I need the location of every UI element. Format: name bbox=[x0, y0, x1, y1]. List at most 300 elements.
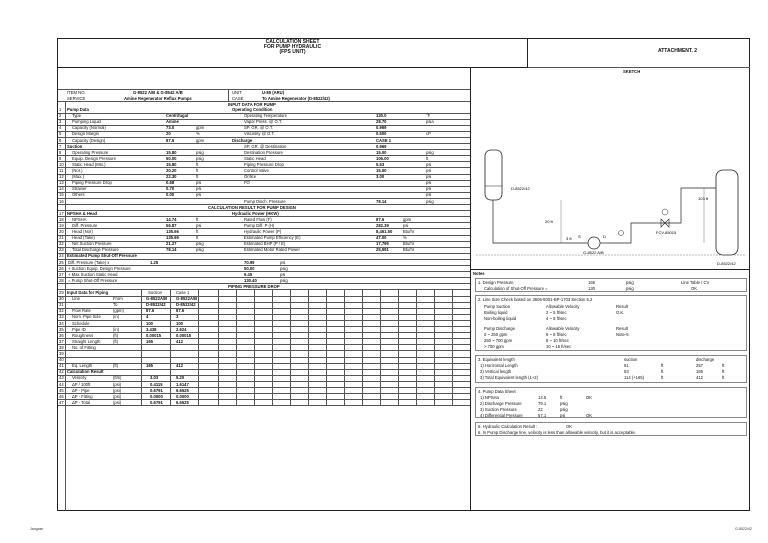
row-number: 34 bbox=[59, 320, 64, 326]
shutoff-title: Estimated Pump Shut-Off Pressure bbox=[67, 253, 137, 259]
operating-value: CASE 1 bbox=[376, 137, 392, 143]
suction-label: Static Head (Min.) bbox=[72, 161, 106, 167]
note-4-cell: OK bbox=[586, 395, 593, 400]
row-number: 46 bbox=[59, 393, 64, 399]
piping-suction: G-8522A/B bbox=[146, 296, 168, 302]
pump-data-title: Pump Data bbox=[67, 107, 89, 112]
note-2-head: Pump Discharge bbox=[484, 326, 515, 331]
note-box bbox=[475, 387, 747, 418]
discharge-unit: psi bbox=[426, 174, 432, 180]
note-3-cell: ft bbox=[722, 375, 725, 380]
piping-label: Schedule bbox=[72, 320, 90, 326]
note-6: 6. In Pump Discharge line, velocity is less than allowable velocity, but it is acceptable. bbox=[478, 430, 636, 435]
pump-data-label: Pumping Liquid bbox=[72, 119, 101, 125]
unit-label: UNIT bbox=[232, 90, 242, 95]
piping-unit: (gpm) bbox=[113, 308, 124, 314]
npsh-title: NPSHA & Head bbox=[67, 210, 98, 216]
power-unit: Btu/hr bbox=[403, 247, 415, 253]
shutoff-label: = Pump Shut-Off Pressure bbox=[68, 277, 118, 283]
row-number: 17 bbox=[59, 210, 64, 216]
sketch-area bbox=[470, 68, 750, 269]
pump-data-value: 73.0 bbox=[166, 125, 175, 131]
suction-unit: psi bbox=[196, 180, 202, 186]
shutoff-value: 9.40 bbox=[244, 271, 253, 277]
note-2-cell: 6 ~ 8 ft/sec bbox=[546, 332, 567, 337]
note-1b: Calculation of Shut-Off Pressure = bbox=[484, 286, 548, 291]
case-value: To Amine Regenerator (D-8522/42) bbox=[262, 96, 330, 101]
row-number: 38 bbox=[59, 344, 64, 350]
row-number: 40 bbox=[59, 357, 64, 363]
drum-right bbox=[716, 170, 738, 255]
row-number: 1 bbox=[59, 107, 62, 112]
discharge-label: SP. GR. @ Destination bbox=[244, 143, 287, 149]
npsh-unit: ft bbox=[196, 216, 199, 222]
discharge-label: Orifice bbox=[244, 174, 257, 180]
shutoff-value: 50.00 bbox=[244, 265, 255, 271]
note-4-cell: ft bbox=[560, 395, 563, 400]
header-line1: CALCULATION SHEET bbox=[265, 39, 320, 45]
note-1-box bbox=[475, 278, 747, 292]
row-number: 14 bbox=[59, 186, 64, 192]
piping-suction: 4 bbox=[146, 314, 149, 320]
discharge-value: 15.00 bbox=[376, 168, 387, 173]
piping-case1: 2.624 bbox=[176, 326, 187, 332]
operating-unit: °F bbox=[426, 113, 431, 119]
suction-unit: psig bbox=[196, 155, 204, 161]
power-label: Rated Flow (F) bbox=[244, 216, 272, 222]
shutoff-unit: psi bbox=[280, 271, 286, 277]
row-number: 39 bbox=[59, 351, 64, 356]
piping-case1: 87.6 bbox=[176, 308, 185, 314]
row-number: 4 bbox=[59, 125, 62, 131]
piping-suction: 165 bbox=[146, 363, 153, 369]
orifice-symbol bbox=[619, 231, 624, 236]
piping-suction: 3.438 bbox=[146, 326, 157, 332]
note-3-cell: 2) Vertical length bbox=[480, 369, 512, 374]
note-3-cell: 114 (+165) bbox=[624, 375, 645, 380]
discharge-value: 5.53 bbox=[376, 161, 385, 167]
npsh-value: 135.66 bbox=[166, 235, 179, 241]
sketch-h2: 3 ft bbox=[566, 236, 572, 241]
suction-label: Equip. Design Pressure bbox=[72, 155, 116, 161]
calc-case1: 6.6525 bbox=[176, 387, 189, 393]
piping-suction: D-8522/42 bbox=[146, 302, 166, 308]
note-4-cell: OK bbox=[586, 413, 593, 418]
discharge-unit: psi bbox=[426, 180, 432, 186]
power-label: Pump Diff. P (H) bbox=[244, 222, 275, 228]
suction-label: (Nor.) bbox=[72, 168, 83, 173]
discharge-unit: psig bbox=[426, 149, 434, 155]
discharge-unit: psi bbox=[426, 168, 432, 173]
operating-condition-title: Operating Condition bbox=[232, 107, 273, 112]
npsh-label: Net Suction Pressure bbox=[72, 241, 112, 247]
notes-area bbox=[470, 269, 750, 511]
row-number: 21 bbox=[59, 235, 64, 241]
power-title: Hydraulic Power (HKW) bbox=[232, 210, 279, 216]
row-number: 19 bbox=[59, 222, 64, 228]
piping-case1: 412 bbox=[176, 338, 183, 344]
shutoff-unit: psig bbox=[280, 265, 288, 271]
result-title: CALCULATION RESULT FOR PUMP DESIGN bbox=[208, 204, 296, 210]
npsh-label: Head (Nor) bbox=[72, 229, 93, 234]
npsh-value: 135.66 bbox=[166, 229, 179, 234]
pump-data-value: 20 bbox=[166, 131, 171, 137]
power-label: Estimated BHP (P / E) bbox=[244, 241, 286, 247]
suction-unit: ft bbox=[196, 174, 199, 180]
calc-case1: 6.6525 bbox=[176, 399, 189, 405]
power-unit: psi bbox=[403, 222, 409, 228]
note-1-ref: Line Table / CV bbox=[681, 280, 710, 285]
npsh-value: 78.14 bbox=[166, 247, 177, 253]
operating-label: Viscosity @ O.T. bbox=[244, 131, 275, 137]
note-2-cell: 10 ~ 15 ft/sec bbox=[546, 344, 572, 349]
note-5: 5. Hydraulic Calculation Result : bbox=[478, 424, 538, 429]
shutoff-value: 70.99 bbox=[244, 259, 255, 265]
row-number: 42 bbox=[59, 369, 64, 375]
operating-label: Operating Temperature bbox=[244, 113, 287, 119]
note-3-cell: ft bbox=[722, 369, 725, 374]
discharge-value: 106.00 bbox=[376, 155, 389, 161]
row-number: 27 bbox=[59, 271, 64, 277]
calc-case1: 5.20 bbox=[176, 375, 185, 381]
row-number: 26 bbox=[59, 265, 64, 271]
power-value: 87.6 bbox=[376, 216, 385, 222]
discharge-value: 3.00 bbox=[376, 174, 385, 180]
discharge-label: FO bbox=[244, 180, 250, 186]
npsh-label: Total Discharge Pressure bbox=[72, 247, 119, 253]
sketch-d: D bbox=[603, 234, 606, 239]
unit-value: U-85 (ARU) bbox=[262, 90, 285, 95]
calc-label: Velocity bbox=[72, 375, 87, 381]
piping-col-case1: Case 1 bbox=[176, 290, 190, 295]
suction-unit: psi bbox=[196, 186, 202, 192]
attachment-label: ATTACHMENT. 2 bbox=[658, 48, 697, 54]
npsh-value: 21.27 bbox=[166, 241, 177, 247]
note-2-head: Pump Suction bbox=[484, 304, 511, 309]
shutoff-unit: psig bbox=[280, 277, 288, 283]
header-line3: (FPS UNIT) bbox=[279, 49, 306, 55]
row-number: 36 bbox=[59, 332, 64, 338]
row-number: 8 bbox=[59, 149, 62, 155]
notes-title: Notes bbox=[473, 271, 485, 276]
note-2-head: Result bbox=[616, 326, 628, 331]
operating-unit: psia bbox=[426, 119, 434, 125]
suction-unit: ft bbox=[196, 168, 199, 173]
suction-value: 15.80 bbox=[166, 161, 177, 167]
row-number: 7 bbox=[59, 143, 62, 149]
note-4-cell: 57.1 bbox=[538, 413, 547, 418]
note-3-cell: 3) Total Equivalent length (1+2) bbox=[480, 375, 539, 380]
row-number: 25 bbox=[59, 259, 64, 265]
calc-unit: (psi) bbox=[113, 381, 122, 387]
piping-unit: (ft) bbox=[113, 363, 119, 369]
discharge-unit: psi bbox=[426, 192, 432, 198]
row-number: 9 bbox=[59, 155, 62, 161]
shutoff-value: 130.40 bbox=[244, 277, 257, 283]
note-4-cell: psig bbox=[560, 407, 568, 412]
piping-unit: (ft) bbox=[113, 338, 119, 344]
row-number: 23 bbox=[59, 247, 64, 253]
pump-data-label: Design Margin bbox=[72, 131, 99, 137]
row-number: 20 bbox=[59, 229, 64, 234]
npsh-unit: psi bbox=[196, 222, 202, 228]
calc-suction: 3.03 bbox=[150, 375, 159, 381]
note-3-cell: 155 bbox=[696, 369, 703, 374]
pump-data-unit: gpm bbox=[196, 137, 205, 143]
pump-data-value: 87.6 bbox=[166, 137, 175, 143]
pump-symbol bbox=[588, 237, 600, 249]
sketch-drum2: D-8522/42 bbox=[717, 261, 736, 266]
piping-suction: 100 bbox=[146, 320, 153, 326]
note-2-cell: 4 ~ 8 ft/sec bbox=[546, 316, 567, 321]
power-unit: % bbox=[403, 235, 407, 241]
piping-case1: G-8522A/B bbox=[176, 296, 198, 302]
fcv-instrument bbox=[662, 209, 668, 215]
case-label: CASE bbox=[232, 96, 244, 101]
note-4-cell: 22 bbox=[538, 407, 543, 412]
operating-label: Vapor Press. @ O.T. bbox=[244, 119, 283, 125]
item-no-label: ITEM NO. bbox=[67, 90, 86, 95]
power-value: 282.39 bbox=[376, 222, 389, 228]
npsh-label: Diff. Pressure bbox=[72, 222, 98, 228]
discharge-label: Pump Disch. Pressure bbox=[244, 198, 286, 204]
sketch-title: SKETCH bbox=[623, 69, 641, 74]
row-number: 6 bbox=[59, 137, 62, 143]
piping-label: Line bbox=[72, 296, 80, 302]
npsh-label: NPSHA bbox=[72, 216, 87, 222]
note-2-head: Allowable Velocity bbox=[546, 304, 580, 309]
sketch-h1: 20 ft bbox=[545, 219, 553, 224]
npsh-unit: psig bbox=[196, 247, 204, 253]
piping-label: Eq. Length bbox=[72, 363, 93, 369]
note-box bbox=[475, 355, 747, 383]
note-3-cell: ft bbox=[661, 369, 664, 374]
note-1b-result: OK bbox=[691, 286, 698, 291]
suction-unit: psi bbox=[196, 192, 202, 198]
calc-case1: 1.6147 bbox=[176, 381, 189, 387]
note-3-cell: ft bbox=[661, 363, 664, 368]
note-1: 1. Design Pressure bbox=[478, 280, 514, 285]
note-4-cell: 2) Discharge Pressure bbox=[480, 401, 522, 406]
calculation-sheet bbox=[57, 38, 750, 511]
suction-title: Suction bbox=[67, 143, 83, 149]
piping-col-suction: Suction bbox=[148, 290, 162, 295]
note-3-cell: 257 bbox=[696, 363, 703, 368]
sketch-drum1: D-8522/42 bbox=[511, 186, 530, 191]
row-number: 13 bbox=[59, 180, 64, 186]
calc-unit: (psi) bbox=[113, 387, 122, 393]
row-number: 29 bbox=[59, 290, 64, 295]
calc-suction: 0.0000 bbox=[150, 393, 163, 399]
row-number: 31 bbox=[59, 302, 64, 308]
note-2-cell: Note-5 bbox=[616, 332, 629, 337]
note-3-head: discharge bbox=[696, 357, 715, 362]
note-3-head: suction bbox=[624, 357, 638, 362]
power-label: Estimated Motor Rated Power bbox=[244, 247, 300, 253]
calc-label: ΔP - Pipe bbox=[72, 387, 90, 393]
pump-data-label: Capacity (Design) bbox=[72, 137, 106, 143]
piping-input-title: Input Data for Piping bbox=[67, 290, 109, 295]
sheet-header bbox=[58, 39, 528, 68]
piping-label: Straight Length bbox=[72, 338, 101, 344]
operating-label: Discharge bbox=[232, 137, 253, 143]
row-number: 15 bbox=[59, 192, 64, 198]
row-number: 47 bbox=[59, 399, 64, 405]
suction-value: 0.00 bbox=[166, 192, 175, 198]
suction-value: 0.68 bbox=[166, 180, 175, 186]
drum-left bbox=[485, 150, 502, 200]
shutoff-label: Diff. Pressure (Take) x bbox=[68, 259, 110, 265]
row-number: 30 bbox=[59, 296, 64, 302]
note-1-unit: psig bbox=[626, 280, 634, 285]
note-4-cell: 4) Differential Pressure bbox=[480, 413, 523, 418]
power-value: 47.00 bbox=[376, 235, 387, 241]
note-box bbox=[475, 422, 747, 436]
note-4-cell: 14.5 bbox=[538, 395, 547, 400]
row-number: 41 bbox=[59, 363, 64, 369]
pump-data-unit: gpm bbox=[196, 125, 205, 131]
note-2-head: Allowable Velocity bbox=[546, 326, 580, 331]
piping-suction: 165 bbox=[146, 338, 153, 344]
piping-case1: 100 bbox=[176, 320, 183, 326]
power-value: 8,461.50 bbox=[376, 229, 393, 234]
pump-data-value: Centrifugal bbox=[166, 113, 189, 119]
row-number: 35 bbox=[59, 326, 64, 332]
row-number: 24 bbox=[59, 253, 64, 259]
calc-unit: (psi) bbox=[113, 393, 122, 399]
suction-unit: psig bbox=[196, 149, 204, 155]
footer-right: G-8522/42 bbox=[735, 527, 752, 531]
power-label: Hydraulic Power (P) bbox=[244, 229, 282, 234]
calc-label: ΔP - Total bbox=[72, 399, 91, 405]
discharge-label: Control Valve bbox=[244, 168, 269, 173]
operating-value: 0.969 bbox=[376, 125, 387, 131]
operating-unit: cP bbox=[426, 131, 431, 137]
suction-value: 50.00 bbox=[166, 155, 177, 161]
input-data-title: INPUT DATA FOR PUMP bbox=[228, 102, 276, 107]
calc-label: ΔP - Fitting bbox=[72, 393, 93, 399]
row-number: 12 bbox=[59, 174, 64, 180]
discharge-unit: psig bbox=[426, 198, 434, 204]
row-number: 10 bbox=[59, 161, 64, 167]
pump-data-unit: % bbox=[196, 131, 200, 137]
piping-suction: 0.00015 bbox=[146, 332, 162, 338]
process-sketch bbox=[471, 68, 750, 268]
power-unit: gpm bbox=[403, 216, 412, 222]
suction-label: Piping Pressure Drop bbox=[72, 180, 112, 186]
piping-unit: (in) bbox=[113, 314, 120, 320]
calc-result-title: Calculation Result bbox=[67, 369, 104, 375]
row-number: 5 bbox=[59, 131, 62, 137]
suction-unit: ft bbox=[196, 161, 199, 167]
note-4: 4. Pump Data Sheet bbox=[478, 389, 516, 394]
row-number: 2 bbox=[59, 113, 62, 119]
discharge-label: Static Head bbox=[244, 155, 266, 161]
piping-case1: 3 bbox=[176, 314, 179, 320]
row-number: 16 bbox=[59, 198, 64, 204]
note-2: 2. Line Size Check based on 3606-5001-BP-1703 Section 5.2 bbox=[478, 297, 593, 302]
note-3-cell: 412 bbox=[696, 375, 703, 380]
row-number: 18 bbox=[59, 216, 64, 222]
service-label: SERVICE bbox=[67, 96, 86, 101]
discharge-value: 0.969 bbox=[376, 143, 387, 149]
row-number: 11 bbox=[59, 168, 64, 173]
note-2-cell: 0 ~ 250 gpm bbox=[484, 332, 508, 337]
calc-suction: 0.4115 bbox=[150, 381, 163, 387]
power-value: 25,591 bbox=[376, 247, 389, 253]
suction-label: Operating Pressure bbox=[72, 149, 109, 155]
note-4-cell: 79.1 bbox=[538, 401, 547, 406]
row-number: 3 bbox=[59, 119, 62, 125]
row-number: 28 bbox=[59, 277, 64, 283]
row-number: 32 bbox=[59, 308, 64, 314]
calc-case1: 0.0000 bbox=[176, 393, 189, 399]
row-number: 45 bbox=[59, 387, 64, 393]
piping-label: Nom. Pipe Size bbox=[72, 314, 101, 320]
suction-value: 20.20 bbox=[166, 168, 177, 173]
note-3-cell: ft bbox=[661, 375, 664, 380]
suction-value: 22.30 bbox=[166, 174, 177, 180]
piping-label: Roughness bbox=[72, 332, 94, 338]
note-2-cell: Non-boiling liquid bbox=[484, 316, 517, 321]
piping-unit: From bbox=[113, 296, 123, 302]
calc-unit: (ft/s) bbox=[113, 375, 122, 381]
sketch-s: S bbox=[578, 234, 581, 239]
footer-left: Jangrae bbox=[30, 527, 43, 531]
note-2-cell: Boiling liquid bbox=[484, 310, 508, 315]
piping-unit: (in) bbox=[113, 326, 120, 332]
discharge-label: Piping Pressure Drop bbox=[244, 161, 284, 167]
npsh-unit: psig bbox=[196, 241, 204, 247]
note-2-head: Result bbox=[616, 304, 628, 309]
suction-line bbox=[493, 200, 588, 243]
pump-data-value: Amine bbox=[166, 119, 179, 125]
piping-label: No. of Fitting bbox=[72, 344, 96, 350]
note-3-cell: ft bbox=[722, 363, 725, 368]
piping-suction: 87.6 bbox=[146, 308, 155, 314]
note-4-cell: psi bbox=[560, 413, 566, 418]
row-number: 43 bbox=[59, 375, 64, 381]
note-2-cell: 2 ~ 5 ft/sec bbox=[546, 310, 567, 315]
npsh-value: 14.74 bbox=[166, 216, 177, 222]
note-3: 3. Equivalent length bbox=[478, 357, 515, 362]
sketch-h3: 103 ft bbox=[698, 196, 709, 201]
piping-case1: 412 bbox=[176, 363, 183, 369]
shutoff-label: + Suction Equip. Design Pressure bbox=[68, 265, 131, 271]
calc-suction: 0.6791 bbox=[150, 399, 163, 405]
note-5-value: OK bbox=[566, 424, 573, 429]
row-number: 22 bbox=[59, 241, 64, 247]
operating-value: 130.0 bbox=[376, 113, 387, 119]
discharge-value: 78.14 bbox=[376, 198, 387, 204]
note-3-cell: 61 bbox=[624, 363, 629, 368]
discharge-unit: ft bbox=[426, 155, 429, 161]
suction-label: Others bbox=[72, 192, 85, 198]
discharge-value: 15.00 bbox=[376, 149, 387, 155]
pump-data-label: Type bbox=[72, 113, 82, 119]
suction-label: Strainer bbox=[72, 186, 87, 192]
shutoff-factor: 1.25 bbox=[150, 259, 159, 265]
sketch-valve: FCV-85015 bbox=[656, 230, 677, 235]
shutoff-label: + Max Suction Static Head bbox=[68, 271, 118, 277]
discharge-label: Destination Pressure bbox=[244, 149, 283, 155]
note-1b-unit: psig bbox=[626, 286, 634, 291]
operating-label: SP. GR. @ O.T. bbox=[244, 125, 274, 131]
note-2-cell: 250 ~ 700 gpm bbox=[484, 338, 513, 343]
row-number: 44 bbox=[59, 381, 64, 387]
suction-value: 0.70 bbox=[166, 186, 175, 192]
row-number: 37 bbox=[59, 338, 64, 344]
